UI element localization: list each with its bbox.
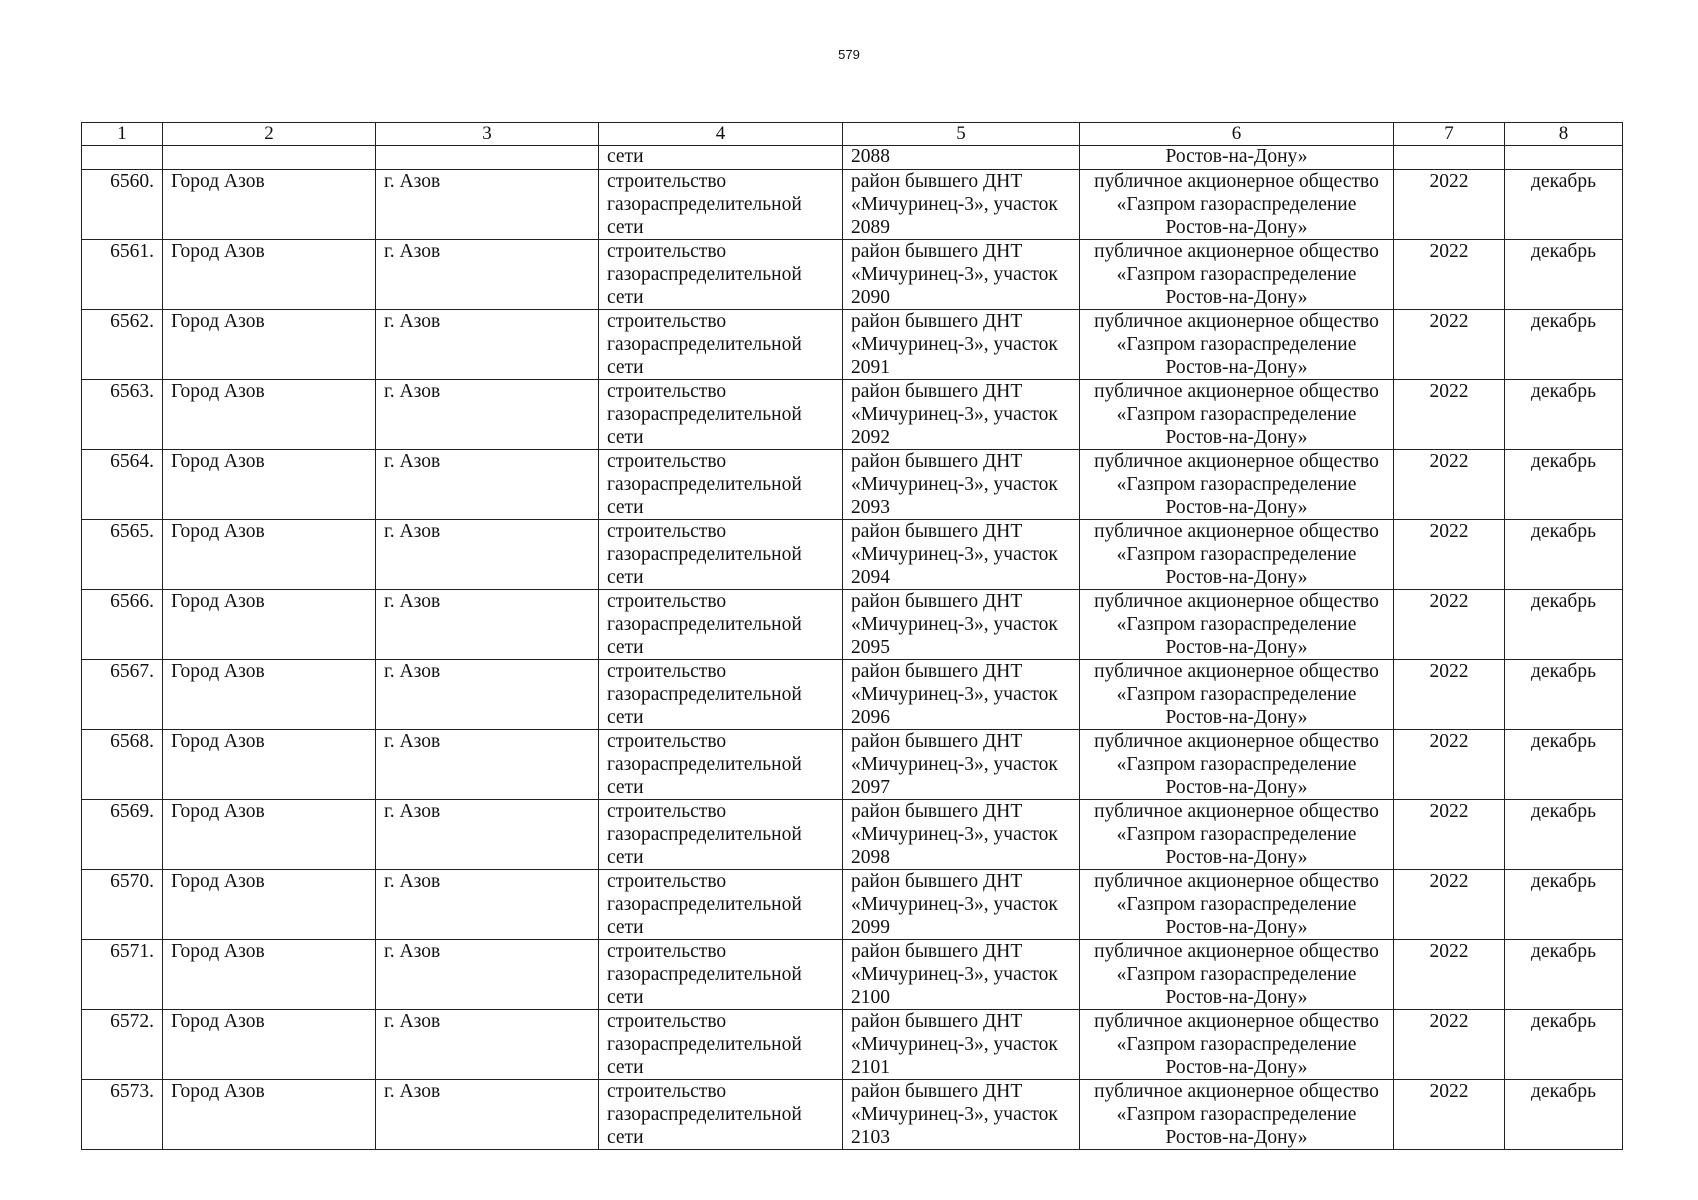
location-cell-line: «Мичуринец-3», участок (851, 334, 1058, 355)
settlement-cell: г. Азов (376, 870, 599, 940)
location-cell-line: район бывшего ДНТ (851, 941, 1023, 962)
operator-cell-line: публичное акционерное общество (1094, 451, 1379, 472)
table-row (82, 1080, 1623, 1150)
year-cell: 2022 (1394, 240, 1505, 310)
work-type-cell-line: сети (607, 567, 644, 588)
location-cell-line: район бывшего ДНТ (851, 311, 1023, 332)
work-type-cell (599, 520, 843, 590)
work-type-cell-line: сети (607, 707, 644, 728)
row-number: 6565. (82, 520, 163, 590)
operator-cell (1080, 590, 1394, 660)
district-cell: Город Азов (163, 940, 376, 1010)
work-type-cell-line: строительство (607, 661, 727, 682)
operator-cell-line: публичное акционерное общество (1094, 941, 1379, 962)
work-type-cell-line: сети (607, 1127, 644, 1148)
year-cell: 2022 (1394, 940, 1505, 1010)
year-cell: 2022 (1394, 310, 1505, 380)
location-cell (843, 660, 1080, 730)
location-cell-line: район бывшего ДНТ (851, 871, 1023, 892)
work-type-cell-line: газораспределительной (607, 684, 802, 705)
operator-cell-line: публичное акционерное общество (1094, 731, 1379, 752)
column-header: 5 (843, 123, 1080, 146)
work-type-cell (599, 310, 843, 380)
operator-cell-line: Ростов-на-Дону» (1165, 287, 1308, 308)
column-header: 2 (163, 123, 376, 146)
location-cell-line: район бывшего ДНТ (851, 801, 1023, 822)
operator-cell-line: «Газпром газораспределение (1116, 474, 1357, 495)
operator-cell-line: «Газпром газораспределение (1116, 894, 1357, 915)
work-type-cell (599, 870, 843, 940)
operator-cell-line: публичное акционерное общество (1094, 801, 1379, 822)
month-cell: декабрь (1505, 590, 1623, 660)
operator-cell (1080, 170, 1394, 240)
location-cell (843, 240, 1080, 310)
settlement-cell: г. Азов (376, 660, 599, 730)
operator-cell-line: «Газпром газораспределение (1116, 1034, 1357, 1055)
operator-cell-line: «Газпром газораспределение (1116, 684, 1357, 705)
work-type-cell-line: газораспределительной (607, 824, 802, 845)
row-number: 6573. (82, 1080, 163, 1150)
location-cell (843, 520, 1080, 590)
location-cell (843, 170, 1080, 240)
operator-cell-line: «Газпром газораспределение (1116, 824, 1357, 845)
table-row (82, 870, 1623, 940)
work-type-cell (599, 450, 843, 520)
month-cell: декабрь (1505, 520, 1623, 590)
settlement-cell: г. Азов (376, 800, 599, 870)
row-number: 6560. (82, 170, 163, 240)
table-row (82, 380, 1623, 450)
location-cell-line: 2101 (851, 1057, 890, 1078)
work-type-cell (599, 380, 843, 450)
location-cell-line: 2089 (851, 217, 890, 238)
operator-cell-line: «Газпром газораспределение (1116, 754, 1357, 775)
work-type-cell-line: газораспределительной (607, 334, 802, 355)
work-type-cell (599, 800, 843, 870)
location-cell-line: «Мичуринец-3», участок (851, 824, 1058, 845)
table-cell (1394, 146, 1505, 170)
operator-cell (1080, 940, 1394, 1010)
location-cell-line: 2099 (851, 917, 890, 938)
settlement-cell: г. Азов (376, 940, 599, 1010)
work-type-cell-line: строительство (607, 801, 727, 822)
location-cell-line: 2092 (851, 427, 890, 448)
district-cell: Город Азов (163, 310, 376, 380)
district-cell: Город Азов (163, 660, 376, 730)
table-row (82, 800, 1623, 870)
table-row (82, 450, 1623, 520)
work-type-cell-line: сети (607, 427, 644, 448)
location-cell-line: «Мичуринец-3», участок (851, 404, 1058, 425)
operator-cell-line: «Газпром газораспределение (1116, 404, 1357, 425)
registry-table (81, 122, 1623, 1150)
table-row (82, 310, 1623, 380)
work-type-cell-line: строительство (607, 1011, 727, 1032)
table-row (82, 940, 1623, 1010)
location-cell-line: «Мичуринец-3», участок (851, 754, 1058, 775)
operator-cell-line: публичное акционерное общество (1094, 171, 1379, 192)
location-cell-line: район бывшего ДНТ (851, 521, 1023, 542)
settlement-cell: г. Азов (376, 380, 599, 450)
work-type-cell-line: газораспределительной (607, 404, 802, 425)
district-cell: Город Азов (163, 1010, 376, 1080)
row-number: 6570. (82, 870, 163, 940)
operator-cell (1080, 310, 1394, 380)
location-cell (843, 1010, 1080, 1080)
location-cell-line: «Мичуринец-3», участок (851, 894, 1058, 915)
work-type-cell-line: строительство (607, 871, 727, 892)
operator-cell (1080, 800, 1394, 870)
work-type-cell-line: газораспределительной (607, 894, 802, 915)
row-number: 6566. (82, 590, 163, 660)
operator-cell-line: публичное акционерное общество (1094, 311, 1379, 332)
table-row (82, 730, 1623, 800)
work-type-cell-line: строительство (607, 381, 727, 402)
column-header: 8 (1505, 123, 1623, 146)
operator-cell-line: Ростов-на-Дону» (1165, 1057, 1308, 1078)
operator-cell-line: публичное акционерное общество (1094, 1081, 1379, 1102)
settlement-cell: г. Азов (376, 520, 599, 590)
table-row (82, 660, 1623, 730)
district-cell: Город Азов (163, 590, 376, 660)
operator-cell-line: Ростов-на-Дону» (1165, 217, 1308, 238)
location-cell (843, 870, 1080, 940)
table-cell (82, 146, 163, 170)
settlement-cell: г. Азов (376, 590, 599, 660)
settlement-cell: г. Азов (376, 1010, 599, 1080)
location-cell-line: 2093 (851, 497, 890, 518)
work-type-cell-line: сети (607, 217, 644, 238)
work-type-cell-line: строительство (607, 941, 727, 962)
month-cell: декабрь (1505, 800, 1623, 870)
operator-cell (1080, 730, 1394, 800)
year-cell: 2022 (1394, 590, 1505, 660)
location-cell (843, 730, 1080, 800)
work-type-cell-line: сети (607, 917, 644, 938)
location-cell (843, 1080, 1080, 1150)
row-number: 6571. (82, 940, 163, 1010)
location-cell-line: район бывшего ДНТ (851, 1011, 1023, 1032)
table-body (82, 146, 1623, 1150)
year-cell: 2022 (1394, 1080, 1505, 1150)
month-cell: декабрь (1505, 870, 1623, 940)
table-cell (163, 146, 376, 170)
location-cell-line: «Мичуринец-3», участок (851, 614, 1058, 635)
work-type-cell (599, 590, 843, 660)
work-type-cell-line: сети (607, 987, 644, 1008)
work-type-cell-line: строительство (607, 311, 727, 332)
column-header: 7 (1394, 123, 1505, 146)
operator-cell-line: Ростов-на-Дону» (1165, 707, 1308, 728)
work-type-cell-line: сети (607, 357, 644, 378)
table-row (82, 520, 1623, 590)
row-number: 6562. (82, 310, 163, 380)
district-cell: Город Азов (163, 1080, 376, 1150)
work-type-cell-line: газораспределительной (607, 964, 802, 985)
location-cell-line: район бывшего ДНТ (851, 591, 1023, 612)
row-number: 6572. (82, 1010, 163, 1080)
work-type-cell-line: строительство (607, 451, 727, 472)
table-cell: Ростов-на-Дону» (1080, 146, 1394, 170)
district-cell: Город Азов (163, 800, 376, 870)
row-number: 6563. (82, 380, 163, 450)
column-header: 3 (376, 123, 599, 146)
operator-cell (1080, 380, 1394, 450)
location-cell-line: 2096 (851, 707, 890, 728)
work-type-cell-line: газораспределительной (607, 614, 802, 635)
work-type-cell-line: газораспределительной (607, 544, 802, 565)
location-cell-line: «Мичуринец-3», участок (851, 474, 1058, 495)
district-cell: Город Азов (163, 730, 376, 800)
operator-cell-line: «Газпром газораспределение (1116, 334, 1357, 355)
settlement-cell: г. Азов (376, 1080, 599, 1150)
location-cell-line: «Мичуринец-3», участок (851, 194, 1058, 215)
table-row (82, 170, 1623, 240)
operator-cell (1080, 660, 1394, 730)
location-cell-line: район бывшего ДНТ (851, 171, 1023, 192)
work-type-cell (599, 1080, 843, 1150)
settlement-cell: г. Азов (376, 730, 599, 800)
page-number: 579 (838, 47, 860, 62)
operator-cell (1080, 240, 1394, 310)
table-row (82, 240, 1623, 310)
work-type-cell-line: строительство (607, 591, 727, 612)
table-cell: сети (599, 146, 843, 170)
work-type-cell-line: газораспределительной (607, 474, 802, 495)
operator-cell-line: публичное акционерное общество (1094, 591, 1379, 612)
location-cell-line: район бывшего ДНТ (851, 451, 1023, 472)
location-cell-line: 2103 (851, 1127, 890, 1148)
operator-cell-line: публичное акционерное общество (1094, 521, 1379, 542)
work-type-cell-line: сети (607, 637, 644, 658)
operator-cell (1080, 1080, 1394, 1150)
table-row (82, 1010, 1623, 1080)
location-cell-line: 2095 (851, 637, 890, 658)
operator-cell-line: публичное акционерное общество (1094, 871, 1379, 892)
continuation-row (82, 146, 1623, 170)
work-type-cell-line: газораспределительной (607, 194, 802, 215)
year-cell: 2022 (1394, 380, 1505, 450)
location-cell-line: район бывшего ДНТ (851, 1081, 1023, 1102)
month-cell: декабрь (1505, 1010, 1623, 1080)
location-cell (843, 940, 1080, 1010)
location-cell-line: район бывшего ДНТ (851, 661, 1023, 682)
work-type-cell (599, 170, 843, 240)
location-cell-line: район бывшего ДНТ (851, 381, 1023, 402)
work-type-cell-line: газораспределительной (607, 754, 802, 775)
row-number: 6567. (82, 660, 163, 730)
location-cell (843, 590, 1080, 660)
month-cell: декабрь (1505, 310, 1623, 380)
work-type-cell-line: сети (607, 497, 644, 518)
district-cell: Город Азов (163, 870, 376, 940)
work-type-cell-line: газораспределительной (607, 1034, 802, 1055)
column-header: 1 (82, 123, 163, 146)
month-cell: декабрь (1505, 1080, 1623, 1150)
month-cell: декабрь (1505, 170, 1623, 240)
work-type-cell-line: газораспределительной (607, 1104, 802, 1125)
month-cell: декабрь (1505, 660, 1623, 730)
work-type-cell-line: строительство (607, 521, 727, 542)
operator-cell-line: Ростов-на-Дону» (1165, 1127, 1308, 1148)
location-cell (843, 450, 1080, 520)
month-cell: декабрь (1505, 940, 1623, 1010)
operator-cell-line: Ростов-на-Дону» (1165, 567, 1308, 588)
operator-cell-line: публичное акционерное общество (1094, 381, 1379, 402)
work-type-cell-line: строительство (607, 241, 727, 262)
district-cell: Город Азов (163, 380, 376, 450)
district-cell: Город Азов (163, 450, 376, 520)
operator-cell-line: Ростов-на-Дону» (1165, 917, 1308, 938)
settlement-cell: г. Азов (376, 170, 599, 240)
operator-cell-line: публичное акционерное общество (1094, 1011, 1379, 1032)
operator-cell-line: «Газпром газораспределение (1116, 194, 1357, 215)
month-cell: декабрь (1505, 240, 1623, 310)
year-cell: 2022 (1394, 800, 1505, 870)
year-cell: 2022 (1394, 520, 1505, 590)
row-number: 6564. (82, 450, 163, 520)
location-cell-line: «Мичуринец-3», участок (851, 684, 1058, 705)
location-cell-line: «Мичуринец-3», участок (851, 1104, 1058, 1125)
settlement-cell: г. Азов (376, 450, 599, 520)
location-cell-line: 2097 (851, 777, 890, 798)
table-cell: 2088 (843, 146, 1080, 170)
work-type-cell-line: сети (607, 847, 644, 868)
work-type-cell-line: строительство (607, 171, 727, 192)
column-header: 4 (599, 123, 843, 146)
location-cell-line: «Мичуринец-3», участок (851, 1034, 1058, 1055)
month-cell: декабрь (1505, 730, 1623, 800)
work-type-cell (599, 240, 843, 310)
operator-cell (1080, 870, 1394, 940)
location-cell-line: район бывшего ДНТ (851, 241, 1023, 262)
work-type-cell (599, 730, 843, 800)
location-cell-line: «Мичуринец-3», участок (851, 264, 1058, 285)
operator-cell-line: «Газпром газораспределение (1116, 544, 1357, 565)
operator-cell-line: публичное акционерное общество (1094, 241, 1379, 262)
year-cell: 2022 (1394, 870, 1505, 940)
row-number: 6569. (82, 800, 163, 870)
table-cell (1505, 146, 1623, 170)
location-cell-line: 2091 (851, 357, 890, 378)
settlement-cell: г. Азов (376, 240, 599, 310)
location-cell-line: «Мичуринец-3», участок (851, 544, 1058, 565)
month-cell: декабрь (1505, 450, 1623, 520)
operator-cell-line: Ростов-на-Дону» (1165, 987, 1308, 1008)
location-cell-line: «Мичуринец-3», участок (851, 964, 1058, 985)
operator-cell-line: Ростов-на-Дону» (1165, 427, 1308, 448)
operator-cell-line: «Газпром газораспределение (1116, 1104, 1357, 1125)
operator-cell-line: Ростов-на-Дону» (1165, 777, 1308, 798)
operator-cell (1080, 450, 1394, 520)
district-cell: Город Азов (163, 170, 376, 240)
work-type-cell-line: строительство (607, 1081, 727, 1102)
settlement-cell: г. Азов (376, 310, 599, 380)
work-type-cell-line: сети (607, 777, 644, 798)
operator-cell-line: Ростов-на-Дону» (1165, 497, 1308, 518)
location-cell-line: 2098 (851, 847, 890, 868)
location-cell-line: 2094 (851, 567, 890, 588)
work-type-cell-line: сети (607, 1057, 644, 1078)
operator-cell-line: Ростов-на-Дону» (1165, 357, 1308, 378)
operator-cell-line: Ростов-на-Дону» (1165, 847, 1308, 868)
row-number: 6561. (82, 240, 163, 310)
district-cell: Город Азов (163, 520, 376, 590)
month-cell: декабрь (1505, 380, 1623, 450)
location-cell-line: 2100 (851, 987, 890, 1008)
work-type-cell-line: сети (607, 287, 644, 308)
row-number: 6568. (82, 730, 163, 800)
location-cell (843, 380, 1080, 450)
work-type-cell (599, 660, 843, 730)
work-type-cell (599, 1010, 843, 1080)
year-cell: 2022 (1394, 1010, 1505, 1080)
table-cell (376, 146, 599, 170)
work-type-cell-line: газораспределительной (607, 264, 802, 285)
operator-cell-line: «Газпром газораспределение (1116, 264, 1357, 285)
operator-cell-line: «Газпром газораспределение (1116, 964, 1357, 985)
operator-cell-line: «Газпром газораспределение (1116, 614, 1357, 635)
operator-cell-line: Ростов-на-Дону» (1165, 637, 1308, 658)
district-cell: Город Азов (163, 240, 376, 310)
year-cell: 2022 (1394, 730, 1505, 800)
year-cell: 2022 (1394, 660, 1505, 730)
location-cell (843, 310, 1080, 380)
work-type-cell-line: строительство (607, 731, 727, 752)
column-header: 6 (1080, 123, 1394, 146)
location-cell-line: район бывшего ДНТ (851, 731, 1023, 752)
operator-cell (1080, 520, 1394, 590)
location-cell (843, 800, 1080, 870)
operator-cell-line: публичное акционерное общество (1094, 661, 1379, 682)
year-cell: 2022 (1394, 450, 1505, 520)
year-cell: 2022 (1394, 170, 1505, 240)
operator-cell (1080, 1010, 1394, 1080)
location-cell-line: 2090 (851, 287, 890, 308)
work-type-cell (599, 940, 843, 1010)
column-number-row (82, 123, 1623, 146)
table-row (82, 590, 1623, 660)
